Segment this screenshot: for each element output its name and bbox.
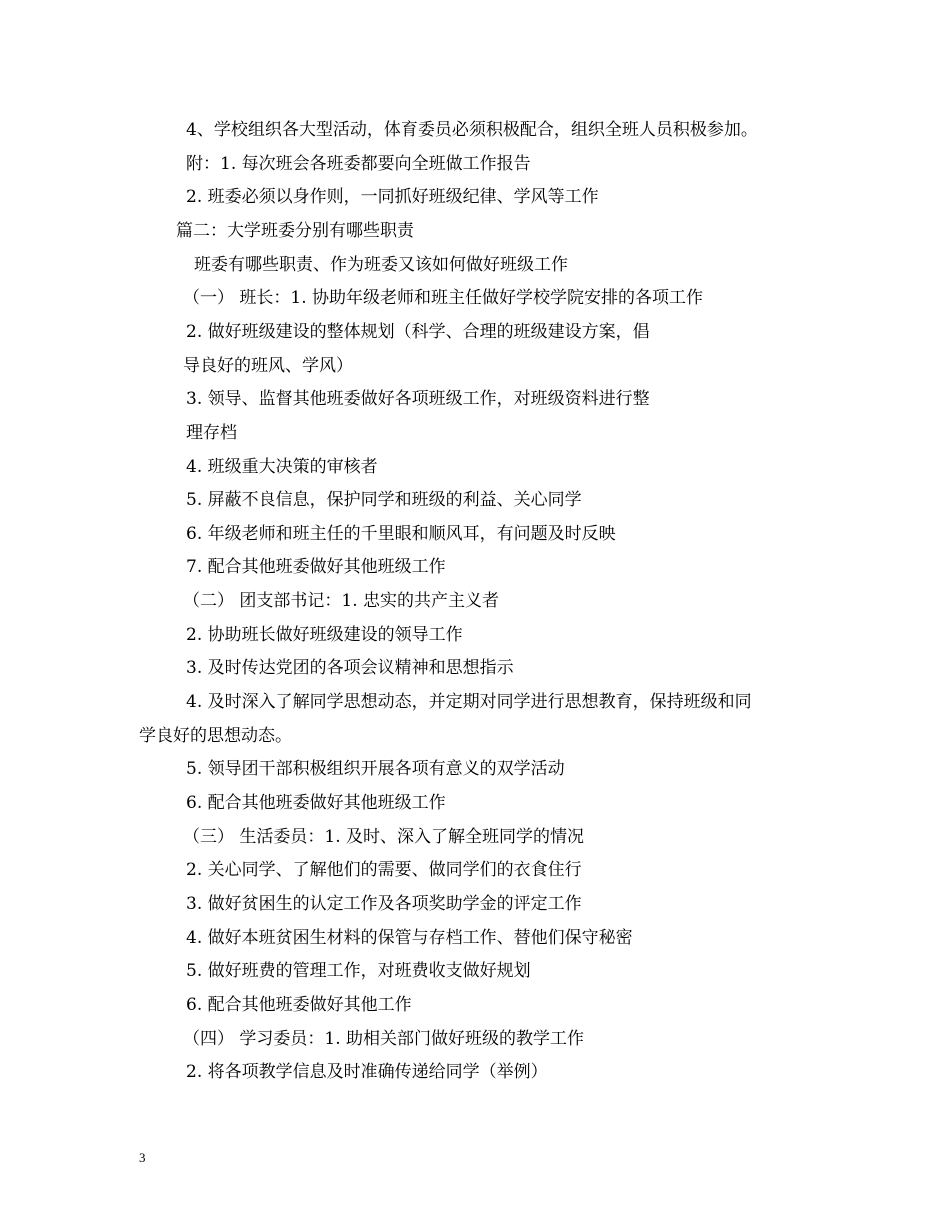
text-line: 4. 及时深入了解同学思想动态，并定期对同学进行思想教育，保持班级和同 bbox=[186, 692, 752, 712]
text-line: 学良好的思想动态。 bbox=[139, 726, 292, 746]
text-line: 4、学校组织各大型活动，体育委员必须积极配合，组织全班人员积极参加。 bbox=[186, 120, 758, 140]
text-line: 5. 做好班费的管理工作，对班费收支做好规划 bbox=[186, 961, 531, 981]
text-line: 4. 班级重大决策的审核者 bbox=[186, 457, 378, 477]
text-line: 2. 关心同学、了解他们的需要、做同学们的衣食住行 bbox=[186, 860, 582, 880]
text-line: 2. 将各项教学信息及时准确传递给同学（举例） bbox=[186, 1062, 548, 1082]
text-line: 3. 领导、监督其他班委做好各项班级工作，对班级资料进行整 bbox=[186, 389, 650, 409]
text-line: 7. 配合其他班委做好其他班级工作 bbox=[186, 557, 446, 577]
text-line: 5. 屏蔽不良信息，保护同学和班级的利益、关心同学 bbox=[186, 490, 582, 510]
text-line: 2. 做好班级建设的整体规划（科学、合理的班级建设方案，倡 bbox=[186, 322, 650, 342]
text-line: （三） 生活委员：1. 及时、深入了解全班同学的情况 bbox=[183, 827, 585, 847]
text-line: 2. 班委必须以身作则，一同抓好班级纪律、学风等工作 bbox=[186, 187, 599, 207]
text-line: 3. 做好贫困生的认定工作及各项奖助学金的评定工作 bbox=[186, 894, 582, 914]
text-line: （四） 学习委员：1. 助相关部门做好班级的教学工作 bbox=[183, 1029, 585, 1049]
text-line: 6. 配合其他班委做好其他班级工作 bbox=[186, 793, 446, 813]
text-line: 5. 领导团干部积极组织开展各项有意义的双学活动 bbox=[186, 759, 565, 779]
text-line: （一） 班长：1. 协助年级老师和班主任做好学校学院安排的各项工作 bbox=[183, 288, 704, 308]
text-line: 4. 做好本班贫困生材料的保管与存档工作、替他们保守秘密 bbox=[186, 928, 633, 948]
text-line: （二） 团支部书记：1. 忠实的共产主义者 bbox=[183, 591, 500, 611]
page-number: 3 bbox=[139, 1150, 146, 1165]
text-line: 3. 及时传达党团的各项会议精神和思想指示 bbox=[186, 658, 514, 678]
text-line: 6. 配合其他班委做好其他工作 bbox=[186, 995, 412, 1015]
text-line: 6. 年级老师和班主任的千里眼和顺风耳，有问题及时反映 bbox=[186, 524, 616, 544]
text-line: 班委有哪些职责、作为班委又该如何做好班级工作 bbox=[194, 255, 568, 275]
section-heading: 篇二：大学班委分别有哪些职责 bbox=[176, 221, 414, 241]
text-line: 2. 协助班长做好班级建设的领导工作 bbox=[186, 625, 463, 645]
text-line: 理存档 bbox=[186, 423, 237, 443]
text-line: 附：1. 每次班会各班委都要向全班做工作报告 bbox=[186, 154, 531, 174]
text-line: 导良好的班风、学风） bbox=[183, 356, 353, 376]
